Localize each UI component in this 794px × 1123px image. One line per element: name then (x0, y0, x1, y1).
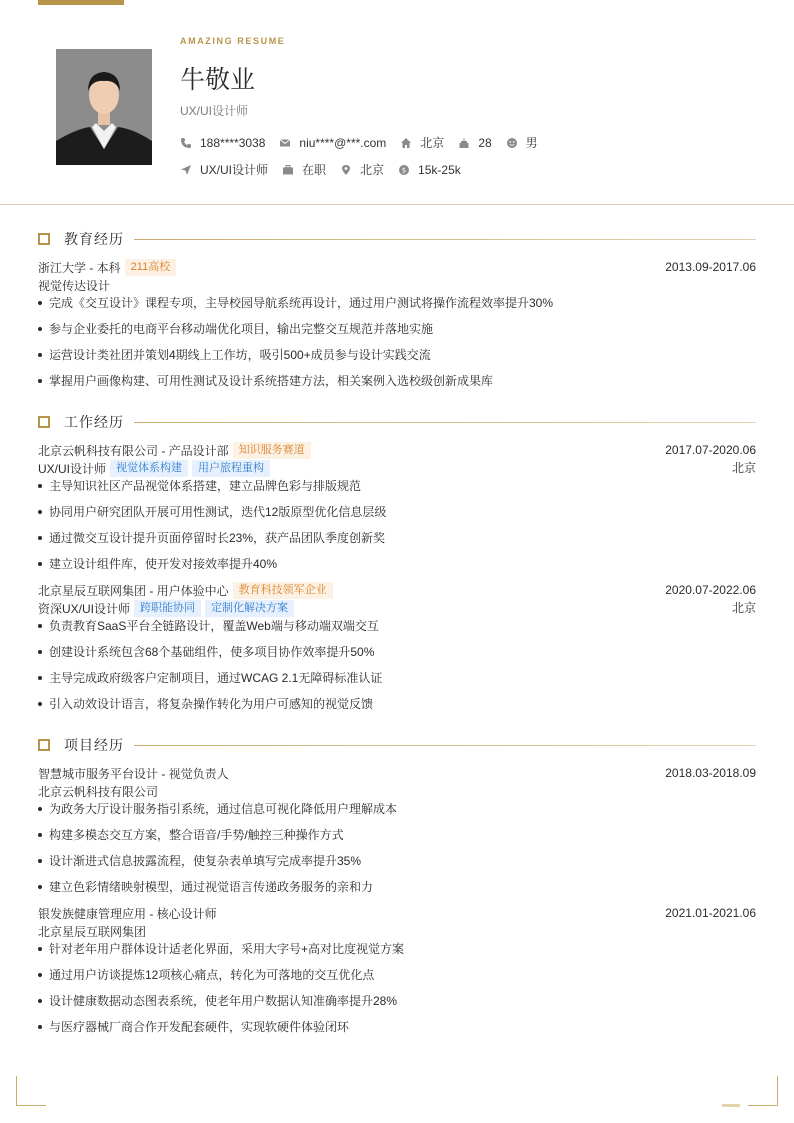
phone-icon (180, 137, 192, 149)
list-item: 构建多模态交互方案，整合语音/手势/触控三种操作方式 (38, 826, 756, 852)
major-name: 视觉传达设计 (38, 278, 111, 293)
entry-location: 北京 (731, 461, 756, 475)
entry-subheader (38, 599, 756, 617)
salary-text: 15k-25k (418, 162, 461, 177)
list-item: 参与企业委托的电商平台移动端优化项目，输出完整交互规范并落地实施 (38, 320, 756, 346)
birthday-cake-icon (458, 137, 470, 149)
list-item: 为政务大厅设计服务指引系统，通过信息可视化降低用户理解成本 (38, 800, 756, 826)
entry-location: 北京 (731, 601, 756, 615)
section-header (38, 229, 756, 249)
list-item: 建立色彩情绪映射模型，通过视觉语言传递政务服务的亲和力 (38, 878, 756, 904)
email-text: niu****@***.com (299, 135, 387, 150)
school-tag: 211高校 (125, 259, 177, 276)
candidate-title: UX/UI设计师 (180, 104, 249, 118)
school-name: 浙江大学 - 本科 (38, 260, 121, 275)
list-item: 引入动效设计语言，将复杂操作转化为用户可感知的视觉反馈 (38, 695, 756, 721)
profile-photo (56, 49, 152, 165)
section-divider (134, 745, 756, 746)
list-item: 负责教育SaaS平台全链路设计，覆盖Web端与移动端双端交互 (38, 617, 756, 643)
entry-date: 2021.01-2021.06 (665, 906, 756, 920)
section-title: 项目经历 (64, 737, 124, 753)
list-item: 主导知识社区产品视觉体系搭建，建立品牌色彩与排版规范 (38, 477, 756, 503)
home-icon (400, 137, 412, 149)
candidate-name: 牛敬业 (180, 65, 256, 94)
list-item: 创建设计系统包含68个基础组件，使多项目协作效率提升50% (38, 643, 756, 669)
svg-text:$: $ (401, 166, 407, 175)
corner-dash-decoration (722, 1104, 740, 1107)
work-entry (38, 581, 756, 721)
corner-decoration (748, 1076, 778, 1106)
company-name: 北京云帆科技有限公司 - 产品设计部 (38, 443, 229, 458)
list-item: 主导完成政府级客户定制项目，通过WCAG 2.1无障碍标准认证 (38, 669, 756, 695)
entry-header (38, 258, 756, 276)
entry-subheader (38, 276, 756, 294)
contact-email (279, 136, 386, 150)
project-name: 智慧城市服务平台设计 - 视觉负责人 (38, 766, 229, 781)
entry-bullets (38, 617, 756, 721)
entry-date: 2013.09-2017.06 (665, 260, 756, 274)
education-entry (38, 258, 756, 398)
list-item: 针对老年用户群体设计适老化界面，采用大字号+高对比度视觉方案 (38, 940, 756, 966)
role-tag: 用户旅程重构 (192, 460, 270, 477)
contact-phone (180, 136, 265, 150)
entry-header (38, 581, 756, 599)
list-item: 与医疗器械厂商合作开发配套硬件，实现软硬件体验闭环 (38, 1018, 756, 1044)
phone-text: 188****3038 (200, 135, 266, 150)
role-name: UX/UI设计师 (38, 461, 107, 476)
entry-date: 2017.07-2020.06 (665, 443, 756, 457)
target-city-text: 北京 (360, 163, 385, 177)
list-item: 建立设计组件库，使开发对接效率提升40% (38, 555, 756, 581)
projects-section (38, 735, 756, 755)
company-tag: 教育科技领军企业 (233, 582, 333, 599)
salary-icon (398, 164, 410, 176)
role-tag: 跨职能协同 (134, 600, 201, 617)
corner-decoration (16, 1076, 46, 1106)
resume-tagline: AMAZING RESUME (180, 36, 286, 46)
list-item: 完成《交互设计》课程专项，主导校园导航系统再设计，通过用户测试将操作流程效率提升30% (38, 294, 756, 320)
role-name: 资深UX/UI设计师 (38, 601, 131, 616)
section-divider (134, 239, 756, 240)
entry-bullets (38, 940, 756, 1044)
job-intent-text: UX/UI设计师 (200, 163, 269, 177)
age-text: 28 (478, 135, 492, 150)
section-divider (134, 422, 756, 423)
entry-subheader (38, 922, 756, 940)
target-city (340, 161, 384, 178)
project-org: 北京星辰互联网集团 (38, 924, 147, 939)
job-status-text: 在职 (302, 163, 327, 177)
job-status (282, 161, 326, 178)
entry-date: 2018.03-2018.09 (665, 766, 756, 780)
section-header (38, 735, 756, 755)
list-item: 通过用户访谈提炼12项核心痛点，转化为可落地的交互优化点 (38, 966, 756, 992)
email-icon (279, 137, 291, 149)
city-text: 北京 (420, 136, 445, 150)
portrait-illustration (56, 49, 152, 165)
work-section (38, 412, 756, 432)
contact-city (400, 134, 444, 151)
education-section (38, 229, 756, 249)
section-square-icon (38, 233, 50, 245)
contact-row-1 (180, 134, 552, 151)
section-header (38, 412, 756, 432)
entry-subheader (38, 459, 756, 477)
entry-subheader (38, 782, 756, 800)
job-intent (180, 161, 268, 178)
section-title: 工作经历 (64, 414, 124, 430)
list-item: 通过微交互设计提升页面停留时长23%，获产品团队季度创新奖 (38, 529, 756, 555)
expected-salary (398, 163, 461, 177)
section-title: 教育经历 (64, 231, 124, 247)
entry-bullets (38, 294, 756, 398)
list-item: 设计健康数据动态图表系统，使老年用户数据认知准确率提升28% (38, 992, 756, 1018)
project-entry (38, 904, 756, 1044)
contact-row-2 (180, 161, 475, 178)
entry-bullets (38, 800, 756, 904)
section-square-icon (38, 739, 50, 751)
role-tag: 视觉体系构建 (110, 460, 188, 477)
entry-header (38, 764, 756, 782)
gender-text: 男 (525, 136, 538, 150)
company-tag: 知识服务赛道 (233, 442, 311, 459)
list-item: 设计渐进式信息披露流程，使复杂表单填写完成率提升35% (38, 852, 756, 878)
entry-bullets (38, 477, 756, 581)
company-name: 北京星辰互联网集团 - 用户体验中心 (38, 583, 229, 598)
send-icon (180, 164, 192, 176)
entry-header (38, 441, 756, 459)
resume-header (0, 0, 794, 205)
work-entry (38, 441, 756, 581)
entry-date: 2020.07-2022.06 (665, 583, 756, 597)
entry-header (38, 904, 756, 922)
list-item: 运营设计类社团并策划4期线上工作坊，吸引500+成员参与设计实践交流 (38, 346, 756, 372)
location-pin-icon (340, 164, 352, 176)
project-name: 银发族健康管理应用 - 核心设计师 (38, 906, 217, 921)
project-org: 北京云帆科技有限公司 (38, 784, 159, 799)
section-square-icon (38, 416, 50, 428)
role-tag: 定制化解决方案 (205, 600, 294, 617)
list-item: 掌握用户画像构建、可用性测试及设计系统搭建方法，相关案例入选校级创新成果库 (38, 372, 756, 398)
project-entry (38, 764, 756, 904)
contact-age (458, 136, 491, 150)
briefcase-icon (282, 164, 294, 176)
gender-icon (506, 137, 518, 149)
contact-gender (506, 134, 538, 151)
list-item: 协同用户研究团队开展可用性测试，迭代12版原型优化信息层级 (38, 503, 756, 529)
